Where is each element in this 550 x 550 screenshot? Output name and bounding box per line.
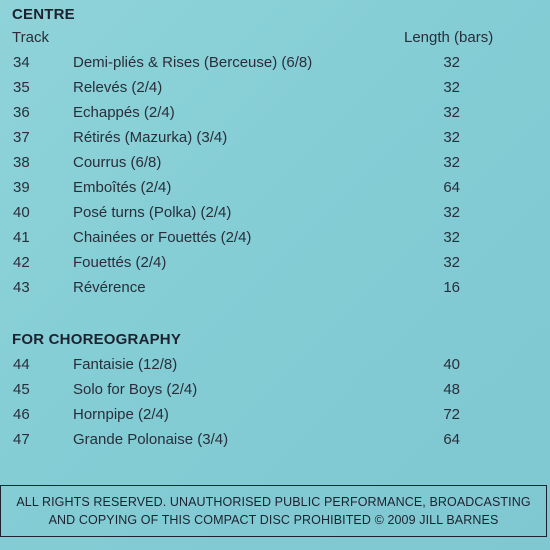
column-header-track: Track (12, 29, 49, 46)
section-title-choreography: FOR CHOREOGRAPHY (12, 331, 182, 348)
track-number: 36 (13, 104, 30, 121)
track-number: 44 (13, 356, 30, 373)
track-title: Echappés (2/4) (73, 104, 175, 121)
track-row (0, 179, 550, 204)
track-number: 47 (13, 431, 30, 448)
track-number: 39 (13, 179, 30, 196)
track-number: 45 (13, 381, 30, 398)
track-title: Grande Polonaise (3/4) (73, 431, 229, 448)
track-length: 32 (443, 54, 460, 71)
track-row (0, 356, 550, 381)
track-title: Posé turns (Polka) (2/4) (73, 204, 232, 221)
copyright-line-2: AND COPYING OF THIS COMPACT DISC PROHIBITED © 2009 JILL BARNES (48, 513, 499, 527)
track-title: Fouettés (2/4) (73, 254, 167, 271)
track-row (0, 279, 550, 304)
track-length: 32 (443, 104, 460, 121)
track-row (0, 154, 550, 179)
track-number: 46 (13, 406, 30, 423)
track-number: 35 (13, 79, 30, 96)
track-row (0, 79, 550, 104)
track-row (0, 104, 550, 129)
track-title: Hornpipe (2/4) (73, 406, 169, 423)
track-length: 32 (443, 129, 460, 146)
track-length: 72 (443, 406, 460, 423)
track-number: 42 (13, 254, 30, 271)
track-row (0, 54, 550, 79)
track-title: Rétirés (Mazurka) (3/4) (73, 129, 228, 146)
track-row (0, 204, 550, 229)
track-length: 32 (443, 204, 460, 221)
track-title: Courrus (6/8) (73, 154, 162, 171)
track-length: 32 (443, 229, 460, 246)
copyright-line-1: ALL RIGHTS RESERVED. UNAUTHORISED PUBLIC PERFORMANCE, BROADCASTING (16, 495, 531, 509)
track-number: 41 (13, 229, 30, 246)
track-title: Révérence (73, 279, 146, 296)
track-row (0, 381, 550, 406)
track-number: 37 (13, 129, 30, 146)
track-length: 16 (443, 279, 460, 296)
track-title: Chainées or Fouettés (2/4) (73, 229, 252, 246)
track-title: Relevés (2/4) (73, 79, 163, 96)
column-header-length: Length (bars) (404, 29, 494, 46)
track-length: 40 (443, 356, 460, 373)
track-number: 34 (13, 54, 30, 71)
track-length: 48 (443, 381, 460, 398)
track-row (0, 406, 550, 431)
track-row (0, 254, 550, 279)
copyright-box (0, 485, 547, 537)
track-row (0, 229, 550, 254)
track-length: 64 (443, 179, 460, 196)
track-row (0, 129, 550, 154)
track-number: 43 (13, 279, 30, 296)
track-number: 40 (13, 204, 30, 221)
track-title: Emboîtés (2/4) (73, 179, 172, 196)
track-length: 32 (443, 254, 460, 271)
track-row (0, 431, 550, 456)
track-length: 32 (443, 154, 460, 171)
track-title: Demi-pliés & Rises (Berceuse) (6/8) (73, 54, 313, 71)
track-length: 64 (443, 431, 460, 448)
track-number: 38 (13, 154, 30, 171)
track-title: Solo for Boys (2/4) (73, 381, 198, 398)
track-title: Fantaisie (12/8) (73, 356, 178, 373)
section-title-centre: CENTRE (12, 6, 75, 23)
track-length: 32 (443, 79, 460, 96)
